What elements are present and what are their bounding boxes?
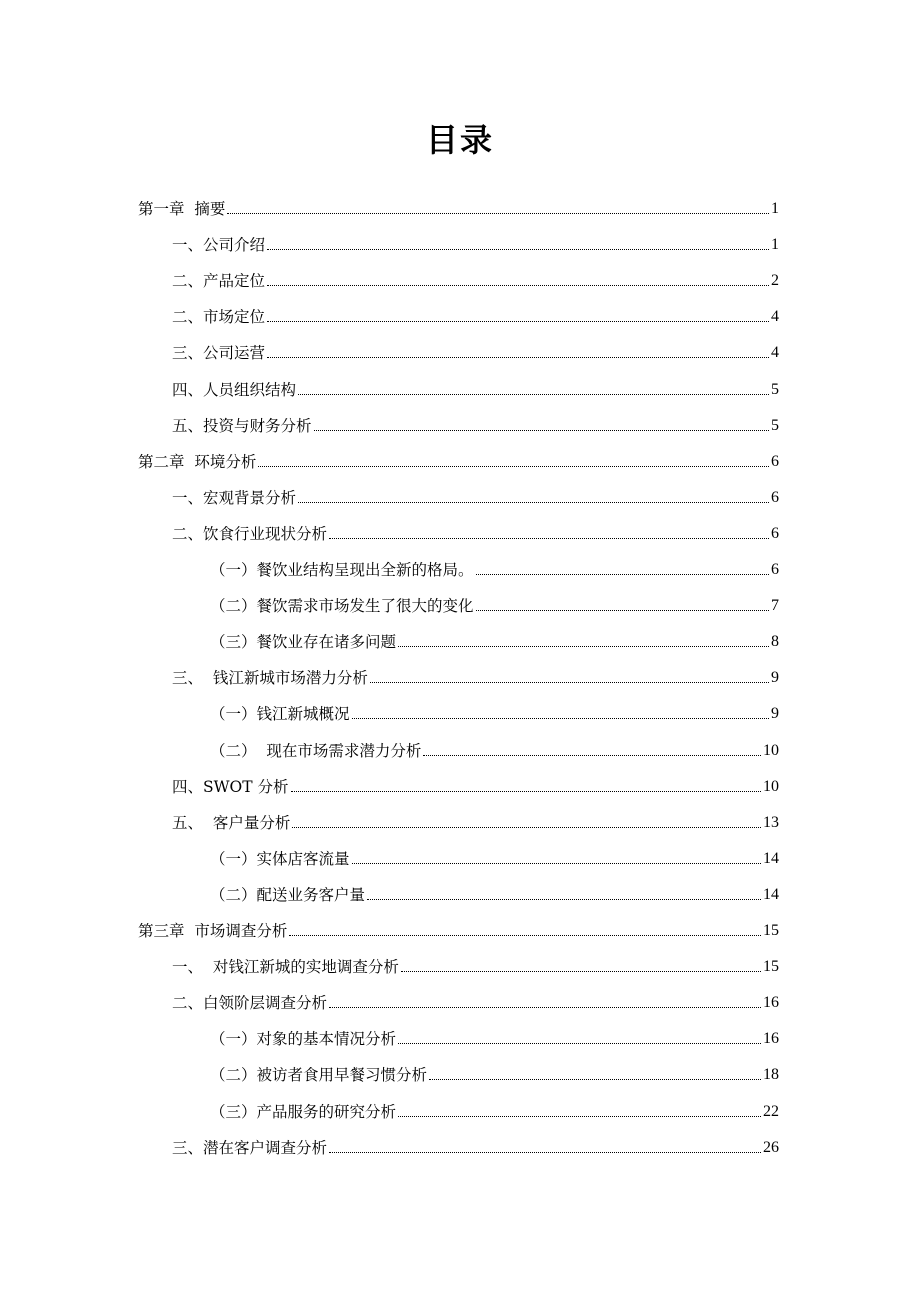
toc-entry-label: 第二章 环境分析: [138, 452, 257, 471]
toc-entry[interactable]: [210, 1062, 779, 1086]
toc-entry-page-number: 5: [771, 416, 779, 434]
toc-entry-page-number: 5: [771, 380, 779, 398]
toc-entry-page-number: 16: [763, 1030, 779, 1048]
toc-entry-label: （二）被访者食用早餐习惯分析: [210, 1066, 428, 1085]
toc-entry-page-number: 14: [763, 849, 779, 867]
toc-entry[interactable]: [210, 1026, 779, 1050]
toc-entry-label: 一、公司介绍: [172, 236, 266, 255]
toc-entry-page-number: 15: [763, 958, 779, 976]
toc-entry[interactable]: [210, 593, 779, 617]
toc-entry[interactable]: [210, 846, 779, 870]
toc-entry-label: 三、潜在客户调查分析: [172, 1138, 328, 1157]
toc-dot-leader: [398, 646, 769, 647]
toc-entry-page-number: 15: [763, 922, 779, 939]
toc-dot-leader: [398, 1116, 761, 1117]
toc-entry-page-number: 9: [771, 669, 779, 687]
toc-entry[interactable]: [172, 1135, 779, 1159]
toc-dot-leader: [298, 394, 769, 395]
toc-entry[interactable]: [172, 232, 779, 256]
toc-dot-leader: [291, 791, 761, 792]
toc-entry-label: 三、 钱江新城市场潜力分析: [172, 669, 368, 688]
toc-entry-label: 五、 客户量分析: [172, 813, 291, 832]
toc-entry-page-number: 1: [771, 200, 779, 217]
toc-dot-leader: [227, 213, 769, 214]
toc-entry[interactable]: [172, 521, 779, 545]
toc-entry[interactable]: [172, 665, 779, 689]
toc-entry-label: 第一章 摘要: [138, 200, 226, 218]
toc-entry-page-number: 22: [763, 1102, 779, 1120]
toc-entry-page-number: 4: [771, 308, 779, 326]
toc-dot-leader: [329, 538, 769, 539]
toc-entry[interactable]: [210, 1099, 779, 1123]
toc-entry-page-number: 6: [771, 488, 779, 506]
toc-entry[interactable]: [210, 738, 779, 762]
toc-dot-leader: [352, 863, 761, 864]
toc-entry-page-number: 26: [763, 1138, 779, 1156]
toc-entry-label: 五、投资与财务分析: [172, 416, 312, 435]
toc-entry[interactable]: [172, 774, 779, 798]
toc-entry-label: 一、宏观背景分析: [172, 488, 297, 507]
toc-entry[interactable]: [210, 701, 779, 725]
toc-entry[interactable]: [172, 268, 779, 292]
toc-entry-label: （二）餐饮需求市场发生了很大的变化: [210, 597, 474, 616]
toc-entry[interactable]: [172, 377, 779, 401]
toc-dot-leader: [289, 935, 761, 936]
toc-entry[interactable]: [210, 882, 779, 906]
toc-entry-page-number: 4: [771, 344, 779, 362]
toc-entry-label: 第三章 市场调查分析: [138, 922, 288, 940]
toc-dot-leader: [352, 718, 769, 719]
toc-entry-page-number: 6: [771, 452, 779, 470]
toc-entry-label: 二、白领阶层调查分析: [172, 994, 328, 1013]
toc-entry[interactable]: [172, 485, 779, 509]
toc-entry[interactable]: [172, 413, 779, 437]
toc-dot-leader: [476, 574, 769, 575]
toc-entry[interactable]: [138, 449, 779, 473]
toc-dot-leader: [370, 682, 769, 683]
toc-entry-label: 二、饮食行业现状分析: [172, 524, 328, 543]
toc-dot-leader: [267, 357, 769, 358]
toc-dot-leader: [292, 827, 761, 828]
toc-entry[interactable]: [172, 810, 779, 834]
toc-entry-page-number: 18: [763, 1066, 779, 1084]
toc-entry-label: 三、公司运营: [172, 344, 266, 363]
toc-entry[interactable]: [172, 954, 779, 978]
toc-entry-page-number: 2: [771, 272, 779, 290]
toc-dot-leader: [267, 249, 769, 250]
toc-entry[interactable]: [138, 196, 779, 220]
toc-entry-label: 二、产品定位: [172, 272, 266, 291]
toc-dot-leader: [398, 1043, 761, 1044]
toc-entry-page-number: 14: [763, 885, 779, 903]
toc-entry-page-number: 10: [763, 741, 779, 759]
toc-dot-leader: [329, 1007, 761, 1008]
toc-dot-leader: [267, 285, 769, 286]
toc-entry-page-number: 16: [763, 994, 779, 1012]
toc-entry-page-number: 6: [771, 524, 779, 542]
toc-dot-leader: [258, 466, 769, 467]
toc-entry-label: 四、人员组织结构: [172, 380, 297, 399]
toc-dot-leader: [367, 899, 761, 900]
toc-entry-label: （一）钱江新城概况: [210, 705, 350, 724]
toc-entry-page-number: 1: [771, 236, 779, 254]
toc-entry-page-number: 6: [771, 561, 779, 578]
toc-dot-leader: [476, 610, 769, 611]
toc-entry-label: （一）实体店客流量: [210, 849, 350, 868]
toc-entry-page-number: 8: [771, 633, 779, 651]
toc-entry-page-number: 9: [771, 705, 779, 723]
toc-entry-label: （二）配送业务客户量: [210, 885, 366, 904]
toc-entry-label: （一）餐饮业结构呈现出全新的格局。: [210, 561, 474, 579]
toc-entry[interactable]: [172, 304, 779, 328]
toc-dot-leader: [429, 1079, 761, 1080]
toc-entry-label: 一、 对钱江新城的实地调查分析: [172, 958, 399, 977]
toc-dot-leader: [267, 321, 769, 322]
toc-entry-label: （三）产品服务的研究分析: [210, 1102, 397, 1121]
toc-dot-leader: [329, 1152, 761, 1153]
page-title: 目录: [425, 121, 494, 159]
toc-entry[interactable]: [172, 340, 779, 364]
toc-entry[interactable]: [172, 990, 779, 1014]
toc-entry-page-number: 13: [763, 813, 779, 831]
toc-entry[interactable]: [210, 557, 779, 581]
toc-entry[interactable]: [138, 918, 779, 942]
toc-dot-leader: [314, 430, 769, 431]
toc-entry-label: （三）餐饮业存在诸多问题: [210, 633, 397, 652]
toc-dot-leader: [401, 971, 761, 972]
toc-entry-label: （二） 现在市场需求潜力分析: [210, 741, 422, 760]
toc-entry[interactable]: [210, 629, 779, 653]
toc-entry-page-number: 7: [771, 597, 779, 615]
toc-dot-leader: [423, 755, 761, 756]
toc-entry-label: 四、SWOT 分析: [172, 777, 289, 796]
toc-entry-page-number: 10: [763, 777, 779, 795]
toc-entry-label: （一）对象的基本情况分析: [210, 1030, 397, 1049]
toc-entry-label: 二、市场定位: [172, 308, 266, 327]
toc-dot-leader: [298, 502, 769, 503]
